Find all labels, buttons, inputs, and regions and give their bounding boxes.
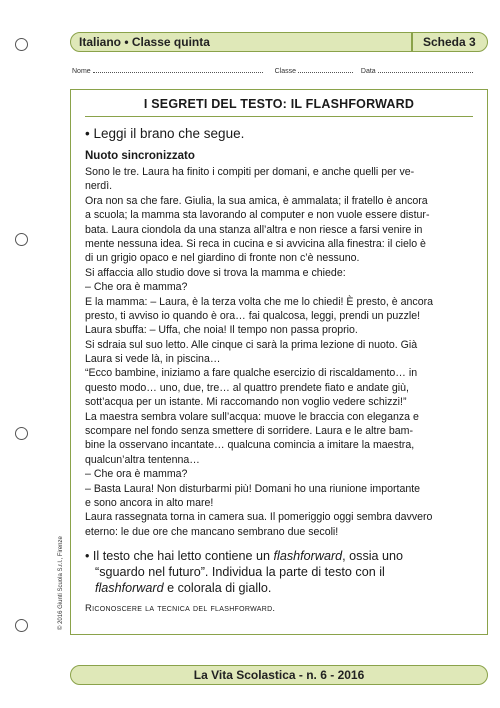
instruction-flashforward	[85, 548, 477, 596]
q2-text: , ossia uno	[342, 549, 404, 563]
copyright-note: © 2016 Giunti Scuola S.r.l., Firenze	[58, 536, 64, 630]
story-line: presto, ti avviso io quando è ora… fai qualcosa, leggi, prendi un puzzle!	[85, 309, 421, 322]
nome-field[interactable]	[93, 67, 263, 73]
q2-term: flashforward	[95, 581, 164, 595]
title-underline	[85, 116, 473, 117]
student-fields	[72, 67, 490, 75]
story-line: Laura sbuffa: – Uffa, che noia! Il tempo non passa proprio.	[85, 324, 358, 337]
story-title: Nuoto sincronizzato	[85, 150, 195, 162]
header-bar	[70, 32, 488, 52]
story-line: – Basta Laura! Non disturbarmi più! Domani ho una riunione importante	[85, 482, 421, 495]
footer-bar	[70, 665, 488, 685]
instruction-read: • Leggi il brano che segue.	[85, 126, 245, 141]
story-line: – Che ora è mamma?	[85, 468, 188, 481]
story-text	[85, 165, 477, 539]
story-line: scompare nel fondo senza smettere di sorridere. Laura e le altre bam-	[85, 425, 413, 438]
binder-hole	[15, 427, 28, 440]
story-line: “Ecco bambine, iniziamo a fare qualche esercizio di riscaldamento… in	[85, 367, 418, 380]
story-line: Sono le tre. Laura ha finito i compiti per domani, e anche quelli per ve-	[85, 166, 415, 178]
q2-text: e colorala di giallo.	[163, 581, 272, 595]
story-line: E la mamma: – Laura, è la terza volta che me lo chiedi! È presto, è ancora	[85, 295, 434, 308]
data-field[interactable]	[378, 67, 473, 73]
story-line: nerdì.	[85, 180, 113, 193]
q2-text: • Il testo che hai letto contiene un	[85, 549, 274, 563]
story-line: Laura rassegnata torna in camera sua. Il pomeriggio oggi sembra davvero	[85, 511, 433, 524]
classe-label: Classe	[274, 68, 296, 75]
story-line: qualcun’altra tentenna…	[85, 453, 200, 466]
story-line: e sono ancora in alto mare!	[85, 496, 214, 509]
subject-label: Italiano • Classe quinta	[79, 35, 210, 49]
q2-text: “sguardo nel futuro”. Individua la parte di testo con il	[95, 565, 385, 579]
story-line: Si sdraia sul suo letto. Alle cinque ci sarà la prima lezione di nuoto. Già	[85, 338, 418, 351]
binder-hole	[15, 619, 28, 632]
story-line: sott’acqua per un istante. Mi raccomando non voglio vedere schizzi!”	[85, 396, 407, 409]
q2-term: flashforward	[273, 549, 343, 563]
worksheet-title: I SEGRETI DEL TESTO: IL FLASHFORWARD	[143, 97, 415, 111]
classe-field[interactable]	[298, 67, 353, 73]
data-label: Data	[360, 68, 376, 75]
story-line: La maestra sembra volare sull’acqua: muove le braccia con eleganza e	[85, 410, 419, 423]
story-line: mente nessuna idea. Si reca in cucina e si avvicina alla finestra: il cielo è	[85, 237, 426, 250]
story-line: questo modo… uno, due, tre… al quattro prendete fiato e andate giù,	[85, 381, 409, 394]
worksheet-box	[70, 89, 488, 635]
nome-label: Nome	[72, 68, 91, 75]
header-divider	[411, 33, 413, 51]
binder-hole	[15, 233, 28, 246]
skill-objective: Riconoscere la tecnica del flashforward.	[85, 603, 276, 614]
story-line: bata. Laura ciondola da una stanza all’altra e non riesce a farsi venire in	[85, 223, 423, 236]
footer-text: La Vita Scolastica - n. 6 - 2016	[193, 668, 365, 682]
story-line: Laura si vede là, in piscina…	[85, 353, 221, 366]
story-line: Ora non sa che fare. Giulia, la sua amica, è ammalata; il fratello è ancora	[85, 194, 428, 207]
story-line: eterno: le due ore che mancano sembrano due secoli!	[85, 525, 339, 538]
story-line: – Che ora è mamma?	[85, 281, 188, 294]
story-line: a scuola; la mamma sta lavorando al computer e non vuole essere distur-	[85, 209, 430, 222]
story-line: di un grigio opaco e nel giardino di fronte non c’è nessuno.	[85, 252, 360, 265]
binder-hole	[15, 38, 28, 51]
story-line: Si affaccia allo studio dove si trova la mamma e chiede:	[85, 266, 346, 279]
story-line: bine la osservano incantate… qualcuna comincia a imitare la maestra,	[85, 439, 415, 452]
scheda-label: Scheda 3	[423, 35, 476, 49]
